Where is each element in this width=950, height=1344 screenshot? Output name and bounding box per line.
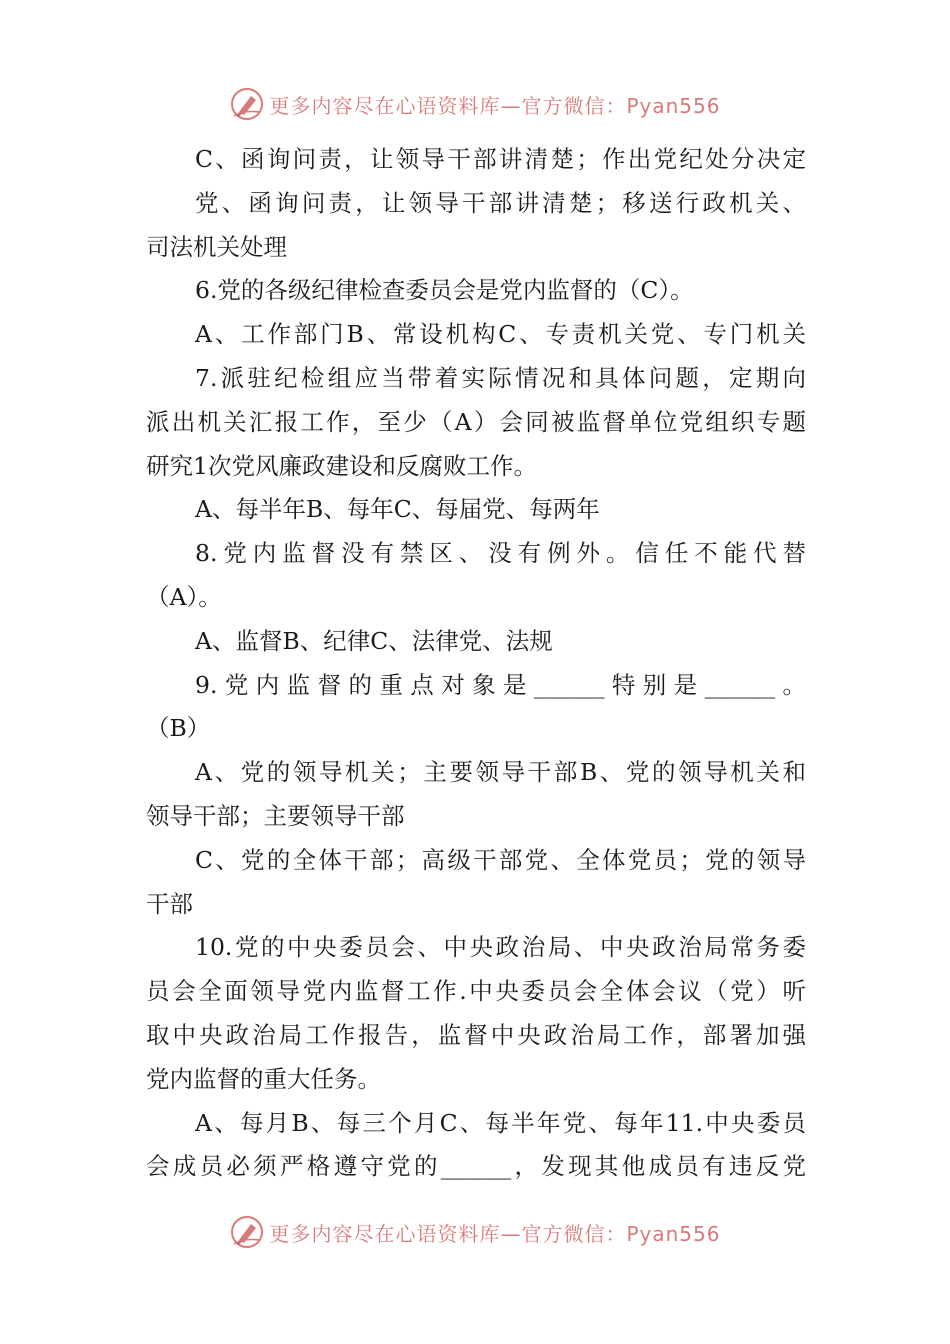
pen-logo-icon [229,86,265,122]
text-line: 9.党内监督的重点对象是______特别是______。 [195,670,806,699]
document-body [146,138,806,1189]
text-line: 员会全面领导党内监督工作.中央委员会全体会议（党）听 [146,977,806,1006]
text-line: A、每月B、每三个月C、每半年党、每年11.中央委员 [195,1108,806,1137]
text-line: 研究1次党风廉政建设和反腐败工作。 [146,451,537,480]
watermark-text: 更多内容尽在心语资料库—官方微信：Pyan556 [269,1221,721,1246]
text-line: A、每半年B、每年C、每届党、每两年 [195,495,600,524]
text-line: 取中央政治局工作报告，监督中央政治局工作，部署加强 [146,1020,806,1049]
text-line: A、党的领导机关；主要领导干部B、党的领导机关和 [195,758,806,787]
text-line: 会成员必须严格遵守党的______，发现其他成员有违反党 [146,1152,806,1181]
text-line: （B） [146,714,211,743]
text-line: 干部 [146,889,193,918]
text-line: C、党的全体干部；高级干部党、全体党员；党的领导 [195,845,806,874]
text-line: 6.党的各级纪律检查委员会是党内监督的（C）。 [195,276,694,305]
text-line: 派出机关汇报工作，至少（A）会同被监督单位党组织专题 [146,407,806,436]
text-line: 8.党内监督没有禁区、没有例外。信任不能代替 [195,539,806,568]
text-line: （A）。 [146,582,222,611]
pen-logo-icon [229,1214,265,1250]
text-line: C、函询问责，让领导干部讲清楚；作出党纪处分决定 [195,145,806,173]
watermark-text: 更多内容尽在心语资料库—官方微信：Pyan556 [269,93,721,118]
text-line: 党、函询问责，让领导干部讲清楚；移送行政机关、 [195,188,806,217]
text-line: 党内监督的重大任务。 [146,1064,381,1093]
text-line: 7.派驻纪检组应当带着实际情况和具体问题，定期向 [195,363,806,392]
text-line: A、监督B、纪律C、法律党、法规 [195,626,553,655]
text-line: 10.党的中央委员会、中央政治局、中央政治局常务委 [195,933,806,962]
text-line: 司法机关处理 [146,232,287,261]
watermark-banner-bottom [0,1212,950,1252]
text-line: 领导干部；主要领导干部 [146,801,405,830]
text-line: A、工作部门B、常设机构C、专责机关党、专门机关 [195,320,806,349]
watermark-banner-top [0,84,950,124]
